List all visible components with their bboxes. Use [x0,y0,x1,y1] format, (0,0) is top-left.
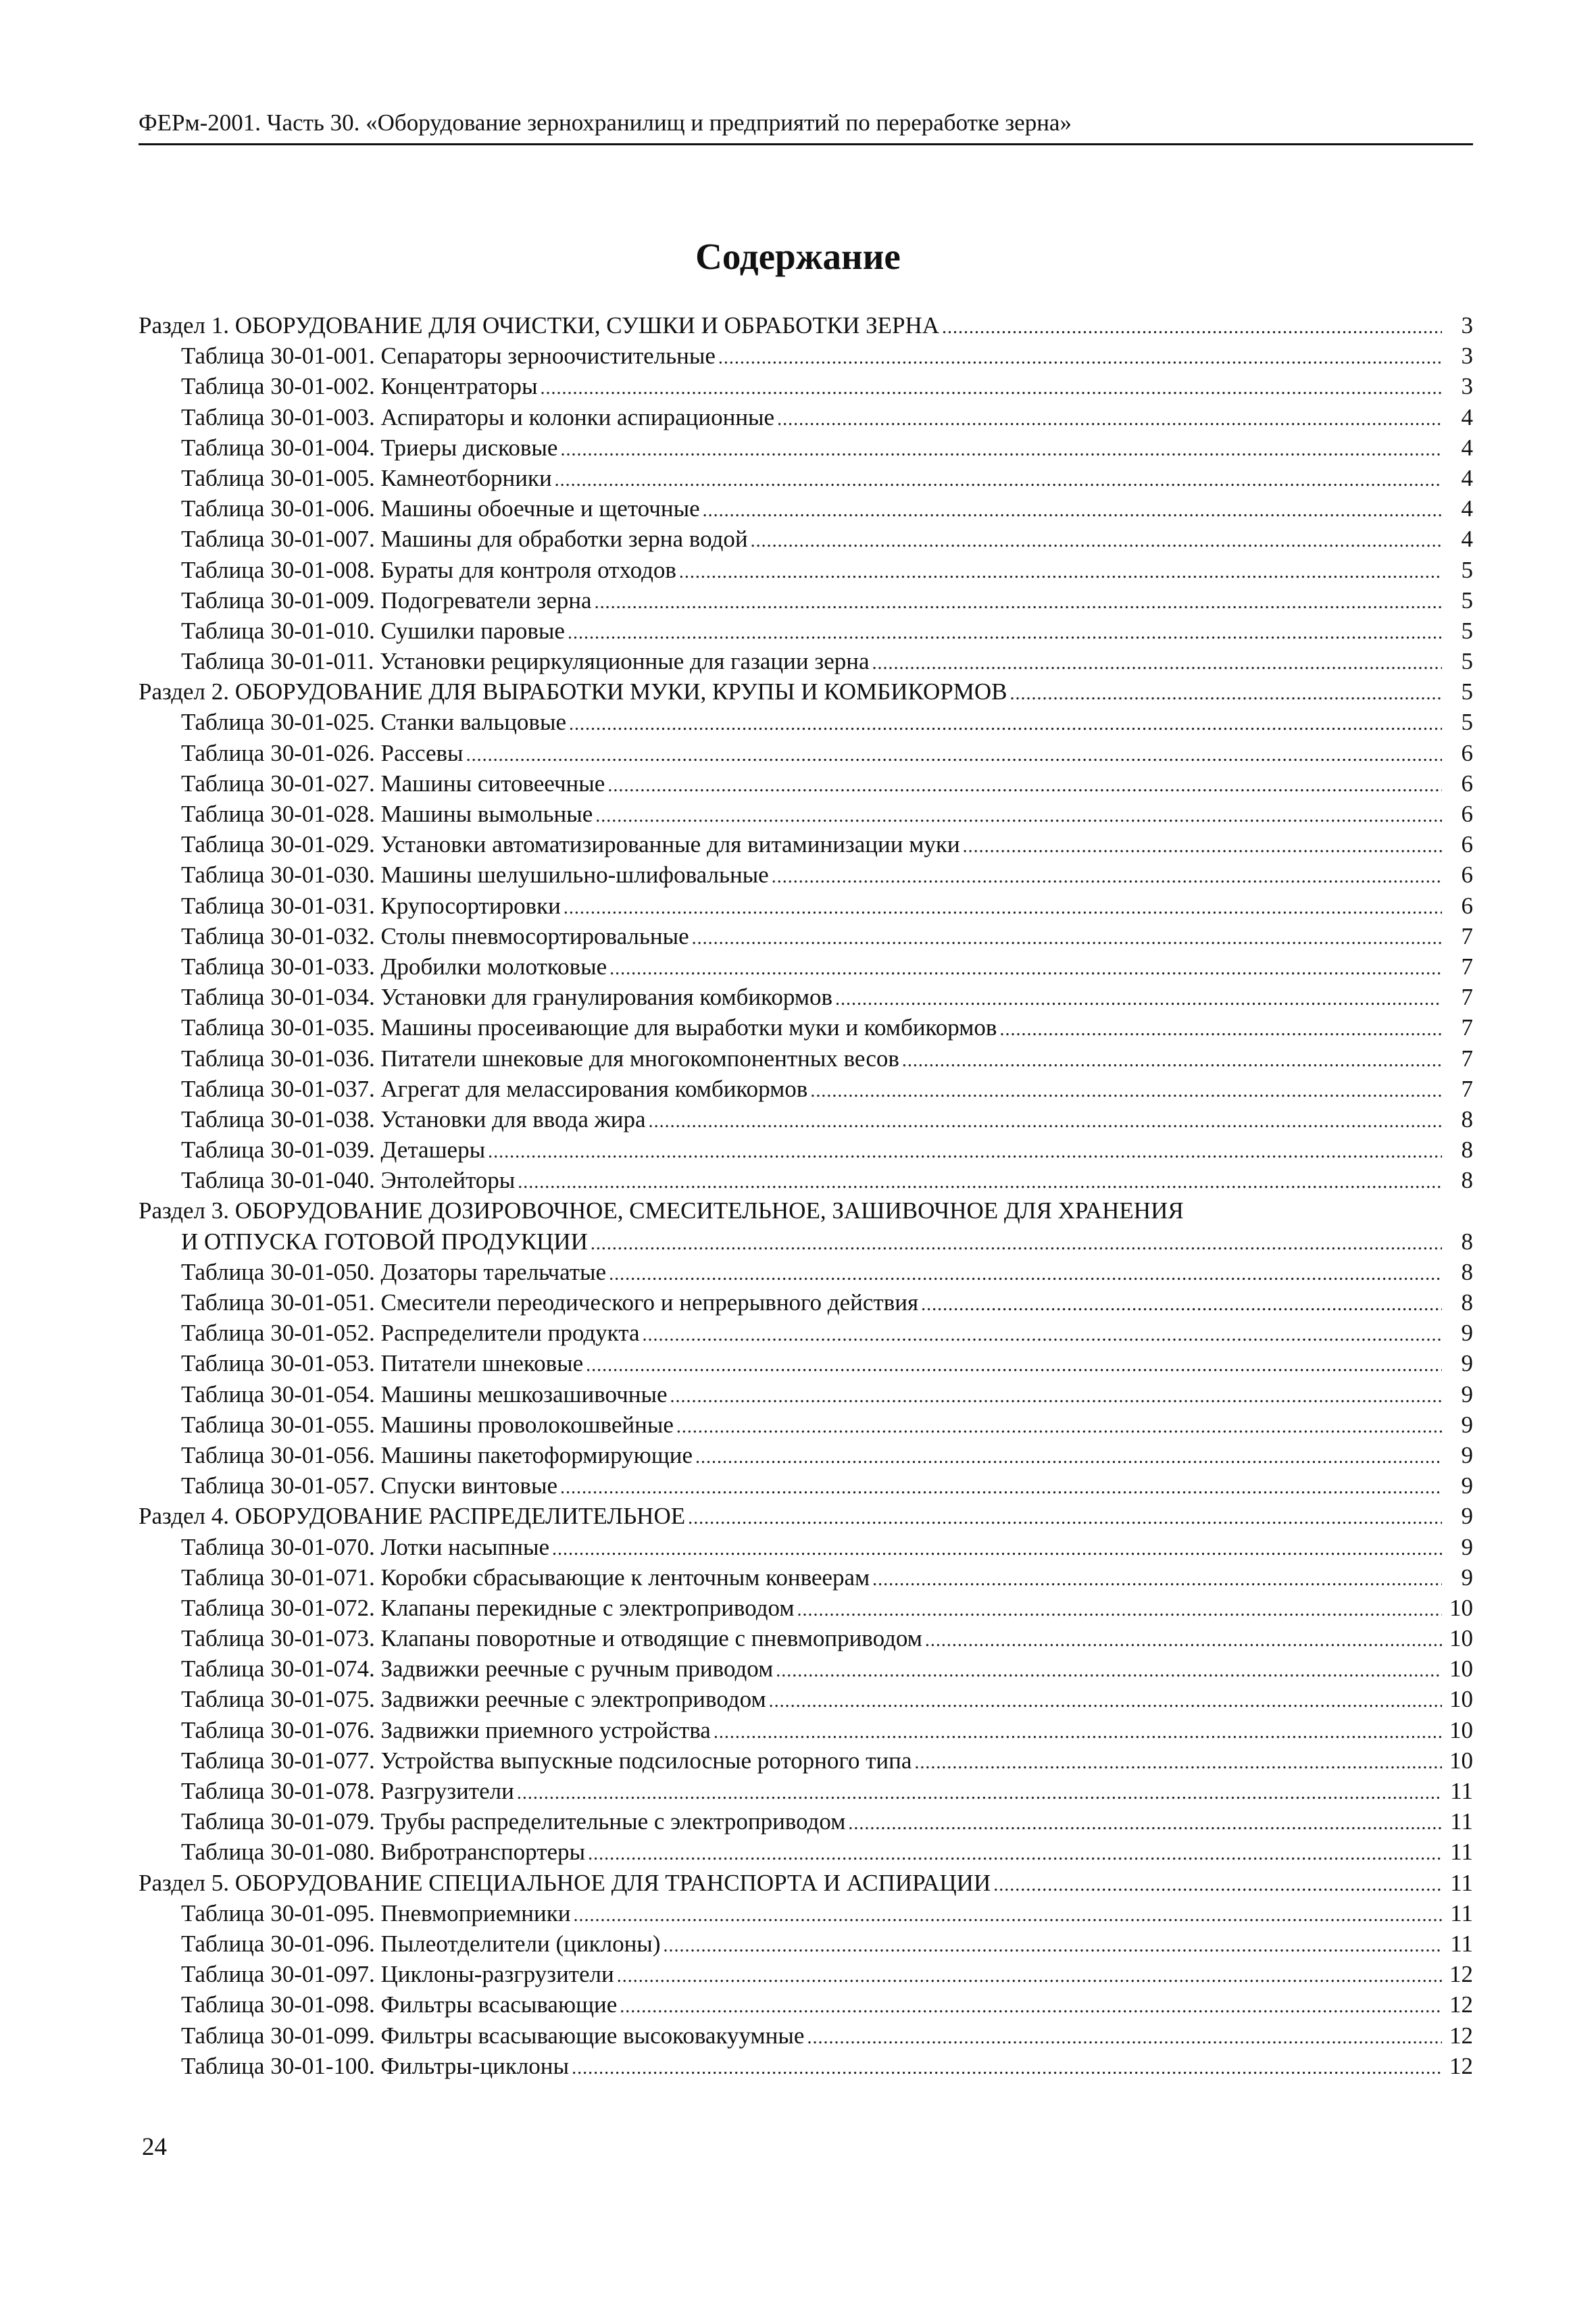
dot-leader [649,1106,1442,1137]
toc-entry-page: 12 [1449,2022,1473,2049]
toc-entry-page: 3 [1461,343,1473,370]
toc-section-entry[interactable] [139,676,1473,707]
dot-leader [688,1503,1442,1533]
toc-entry-page: 4 [1461,495,1473,522]
toc-table-entry[interactable] [139,463,1473,493]
toc-entry-label: Таблица 30-01-006. Машины обоечные и щеточные [181,495,700,522]
toc-entry-label: Таблица 30-01-011. Установки рециркуляционные для газации зерна [181,648,870,675]
toc-entry-page: 10 [1449,1656,1473,1683]
toc-entry-page: 6 [1461,770,1473,797]
toc-entry-label: Таблица 30-01-031. Крупосортировки [181,892,561,919]
toc-table-entry[interactable] [139,1715,1473,1745]
dot-leader [679,557,1442,587]
dot-leader [586,1350,1442,1380]
toc-entry-page: 5 [1461,587,1473,614]
toc-table-entry[interactable] [139,432,1473,463]
toc-entry-label: Таблица 30-01-033. Дробилки молотковые [181,953,607,980]
dot-leader [541,373,1442,403]
toc-table-entry[interactable] [139,402,1473,432]
toc-entry-page: 8 [1461,1289,1473,1316]
toc-entry-label: Таблица 30-01-057. Спуски винтовые [181,1472,557,1499]
toc-table-entry[interactable] [139,1562,1473,1593]
dot-leader [914,1747,1442,1778]
toc-table-entry[interactable] [139,1165,1473,1195]
toc-entry-label: Таблица 30-01-032. Столы пневмосортировальные [181,922,689,949]
toc-entry-page: 9 [1461,1503,1473,1530]
toc-table-entry[interactable] [139,1318,1473,1348]
toc-entry-page: 11 [1450,1778,1473,1804]
dot-leader [848,1808,1442,1839]
toc-entry-label: Таблица 30-01-002. Концентраторы [181,373,538,400]
toc-entry-page: 8 [1461,1228,1473,1255]
toc-table-entry[interactable] [139,1410,1473,1440]
toc-entry-label: Раздел 2. ОБОРУДОВАНИЕ ДЛЯ ВЫРАБОТКИ МУКИ, КРУПЫ И КОМБИКОРМОВ [139,678,1007,705]
header-divider [139,143,1473,145]
toc-table-entry[interactable] [139,1287,1473,1318]
dot-leader [642,1320,1442,1350]
toc-table-entry[interactable] [139,371,1473,401]
toc-table-entry[interactable] [139,1074,1473,1104]
toc-entry-label: Раздел 5. ОБОРУДОВАНИЕ СПЕЦИАЛЬНОЕ ДЛЯ ТРАНСПОРТА И АСПИРАЦИИ [139,1869,991,1896]
toc-entry-label: Таблица 30-01-055. Машины проволокошвейные [181,1411,674,1438]
dot-leader [676,1412,1442,1442]
dot-leader [714,1717,1442,1747]
toc-entry-label: Таблица 30-01-026. Рассевы [181,739,464,766]
toc-table-entry[interactable] [139,951,1473,982]
dot-leader [703,495,1442,526]
dot-leader [751,526,1442,556]
toc-entry-page: 5 [1461,678,1473,705]
dot-leader [692,923,1442,953]
toc-entry-page: 9 [1461,1350,1473,1377]
dot-leader [776,1656,1442,1686]
toc-entry-label: И ОТПУСКА ГОТОВОЙ ПРОДУКЦИИ [181,1228,588,1255]
toc-entry-label: Таблица 30-01-008. Бураты для контроля отходов [181,556,676,583]
toc-table-entry[interactable] [139,1470,1473,1501]
toc-entry-page: 10 [1449,1747,1473,1774]
toc-entry-page: 11 [1450,1808,1473,1835]
toc-entry-label: Таблица 30-01-039. Деташеры [181,1137,486,1164]
toc-table-entry[interactable] [139,1257,1473,1287]
toc-entry-label: Таблица 30-01-075. Задвижки реечные с электроприводом [181,1686,766,1713]
toc-entry-page: 10 [1449,1625,1473,1652]
toc-table-entry[interactable] [139,1012,1473,1043]
dot-leader [560,1472,1442,1503]
dot-leader [609,953,1442,984]
page-number: 24 [142,2133,167,2161]
toc-entry-label: Таблица 30-01-098. Фильтры всасывающие [181,1991,618,2018]
toc-table-entry[interactable] [139,921,1473,951]
toc-entry-label: Таблица 30-01-054. Машины мешкозашивочные [181,1380,668,1408]
toc-entry-page: 7 [1461,1045,1473,1072]
toc-table-entry[interactable] [139,1684,1473,1714]
running-header: ФЕРм-2001. Часть 30. «Оборудование зернохранилищ и предприятий по переработке зерна» [139,109,1072,136]
toc-entry-label: Таблица 30-01-027. Машины ситовеечные [181,770,605,797]
toc-table-entry[interactable] [139,1532,1473,1562]
toc-table-entry[interactable] [139,1806,1473,1837]
toc-table-entry[interactable] [139,585,1473,616]
toc-entry-label: Таблица 30-01-029. Установки автоматизированные для витаминизации муки [181,831,960,858]
toc-entry-label: Таблица 30-01-050. Дозаторы тарельчатые [181,1258,607,1285]
toc-entry-page: 8 [1461,1167,1473,1194]
dot-leader [466,740,1442,770]
dot-leader [573,1900,1442,1931]
toc-entry-page: 6 [1461,862,1473,889]
toc-entry-label: Раздел 1. ОБОРУДОВАНИЕ ДЛЯ ОЧИСТКИ, СУШКИ И ОБРАБОТКИ ЗЕРНА [139,312,940,339]
dot-leader [564,893,1442,923]
toc-entry-label: Таблица 30-01-004. Триеры дисковые [181,434,558,461]
toc-entry-label: Раздел 3. ОБОРУДОВАНИЕ ДОЗИРОВОЧНОЕ, СМЕСИТЕЛЬНОЕ, ЗАШИВОЧНОЕ ДЛЯ ХРАНЕНИЯ [139,1197,1184,1224]
dot-leader [663,1931,1442,1961]
toc-entry-page: 9 [1461,1320,1473,1347]
toc-entry-page: 4 [1461,526,1473,553]
dot-leader [588,1839,1442,1869]
toc-entry-page: 8 [1461,1258,1473,1285]
toc-entry-label: Таблица 30-01-079. Трубы распределительные с электроприводом [181,1808,846,1835]
toc-table-entry[interactable] [139,341,1473,371]
toc-entry-label: Таблица 30-01-095. Пневмоприемники [181,1899,571,1926]
toc-entry-label: Таблица 30-01-028. Машины вымольные [181,801,593,827]
dot-leader [925,1625,1442,1656]
dot-leader [797,1595,1443,1625]
toc-entry-label: Таблица 30-01-096. Пылеотделители (циклоны) [181,1930,661,1957]
toc-entry-label: Таблица 30-01-030. Машины шелушильно-шлифовальные [181,862,769,889]
toc-table-entry[interactable] [139,1837,1473,1867]
toc-table-entry[interactable] [139,1226,1473,1257]
toc-table-entry[interactable] [139,768,1473,799]
toc-table-entry[interactable] [139,1776,1473,1806]
toc-entry-page: 10 [1449,1716,1473,1743]
toc-entry-page: 5 [1461,617,1473,644]
toc-entry-page: 9 [1461,1472,1473,1499]
toc-entry-label: Таблица 30-01-072. Клапаны перекидные с электроприводом [181,1594,795,1621]
toc-table-entry[interactable] [139,891,1473,921]
toc-entry-page: 12 [1449,2052,1473,2079]
toc-entry-label: Таблица 30-01-034. Установки для гранулирования комбикормов [181,984,833,1011]
dot-leader [552,1534,1442,1564]
toc-table-entry[interactable] [139,799,1473,829]
toc-entry-label: Таблица 30-01-073. Клапаны поворотные и отводящие с пневмоприводом [181,1625,922,1652]
toc-table-entry[interactable] [139,1959,1473,1989]
toc-table-entry[interactable] [139,1898,1473,1928]
toc-entry-label: Таблица 30-01-051. Смесители переодического и непрерывного действия [181,1289,919,1316]
toc-table-entry[interactable] [139,493,1473,524]
toc-section-entry[interactable] [139,1195,1473,1226]
toc-entry-label: Таблица 30-01-056. Машины пакетоформирующие [181,1441,693,1468]
toc-table-entry[interactable] [139,524,1473,554]
toc-entry-page: 8 [1461,1137,1473,1164]
toc-entry-page: 5 [1461,556,1473,583]
toc-entry-page: 5 [1461,709,1473,736]
dot-leader [617,1961,1442,1991]
toc-table-entry[interactable] [139,555,1473,585]
toc-table-entry[interactable] [139,707,1473,737]
toc-entry-label: Таблица 30-01-040. Энтолейторы [181,1167,516,1194]
toc-entry-label: Таблица 30-01-025. Станки вальцовые [181,709,566,736]
dot-leader [568,618,1442,648]
dot-leader [572,2053,1442,2083]
toc-entry-label: Таблица 30-01-070. Лотки насыпные [181,1533,550,1560]
dot-leader [921,1289,1442,1320]
dot-leader [1009,678,1442,709]
dot-leader [807,2022,1442,2053]
toc-table-entry[interactable] [139,1653,1473,1684]
toc-entry-page: 6 [1461,892,1473,919]
toc-table-entry[interactable] [139,1043,1473,1074]
toc-entry-page: 7 [1461,1014,1473,1041]
dot-leader [609,1259,1442,1289]
dot-leader [963,831,1442,862]
toc-entry-page: 11 [1450,1899,1473,1926]
toc-entry-page: 9 [1461,1564,1473,1591]
toc-entry-label: Таблица 30-01-035. Машины просеивающие для выработки муки и комбикормов [181,1014,997,1041]
toc-entry-page: 12 [1449,1991,1473,2018]
toc-entry-page: 10 [1449,1686,1473,1713]
dot-leader [835,984,1442,1014]
dot-leader [591,1228,1442,1259]
toc-section-entry[interactable] [139,310,1473,341]
toc-table-entry[interactable] [139,1745,1473,1776]
toc-entry-label: Таблица 30-01-076. Задвижки приемного устройства [181,1716,711,1743]
toc-entry-page: 5 [1461,648,1473,675]
toc-entry-page: 10 [1449,1594,1473,1621]
toc-table-entry[interactable] [139,738,1473,768]
toc-entry-page: 7 [1461,1075,1473,1102]
toc-entry-label: Таблица 30-01-001. Сепараторы зерноочистительные [181,343,716,370]
toc-entry-page: 8 [1461,1105,1473,1132]
toc-entry-page: 12 [1449,1961,1473,1988]
toc-entry-label: Таблица 30-01-074. Задвижки реечные с ручным приводом [181,1656,774,1683]
toc-entry-page: 3 [1461,373,1473,400]
toc-entry-page: 6 [1461,831,1473,858]
toc-entry-page: 9 [1461,1380,1473,1408]
toc-entry-label: Таблица 30-01-052. Распределители продукта [181,1320,640,1347]
toc-table-entry[interactable] [139,1593,1473,1623]
dot-leader [718,343,1442,373]
dot-leader [518,1167,1442,1197]
table-of-contents [139,310,1473,2081]
toc-table-entry[interactable] [139,1623,1473,1653]
dot-leader [999,1014,1442,1045]
toc-entry-label: Таблица 30-01-080. Вибротранспортеры [181,1839,586,1866]
toc-entry-page: 9 [1461,1533,1473,1560]
toc-table-entry[interactable] [139,2020,1473,2051]
toc-entry-label: Таблица 30-01-037. Агрегат для мелассирования комбикормов [181,1075,808,1102]
toc-entry-page: 7 [1461,922,1473,949]
dot-leader [488,1137,1442,1167]
toc-table-entry[interactable] [139,829,1473,860]
dot-leader [670,1381,1443,1412]
toc-table-entry[interactable] [139,1379,1473,1410]
toc-entry-label: Таблица 30-01-053. Питатели шнековые [181,1350,584,1377]
toc-table-entry[interactable] [139,1135,1473,1165]
toc-entry-label: Таблица 30-01-097. Циклоны-разгрузители [181,1961,614,1988]
dot-leader [772,862,1442,892]
dot-leader [695,1442,1442,1472]
toc-entry-label: Таблица 30-01-100. Фильтры-циклоны [181,2052,570,2079]
dot-leader [555,465,1442,495]
toc-table-entry[interactable] [139,646,1473,676]
dot-leader [872,1564,1442,1595]
dot-leader [620,1991,1442,2022]
toc-table-entry[interactable] [139,1440,1473,1470]
toc-table-entry[interactable] [139,1989,1473,2020]
toc-entry-page: 9 [1461,1441,1473,1468]
toc-section-entry[interactable] [139,1868,1473,1898]
toc-table-entry[interactable] [139,860,1473,890]
toc-entry-label: Таблица 30-01-036. Питатели шнековые для многокомпонентных весов [181,1045,899,1072]
toc-table-entry[interactable] [139,2051,1473,2081]
toc-entry-label: Таблица 30-01-071. Коробки сбрасывающие к ленточным конвеерам [181,1564,870,1591]
toc-entry-page: 3 [1461,312,1473,339]
toc-entry-label: Таблица 30-01-003. Аспираторы и колонки аспирационные [181,403,775,430]
dot-leader [569,709,1442,739]
dot-leader [810,1076,1442,1106]
page-title: Содержание [695,236,901,277]
toc-entry-label: Таблица 30-01-078. Разгрузители [181,1778,514,1804]
dot-leader [769,1686,1442,1716]
toc-entry-label: Таблица 30-01-009. Подогреватели зерна [181,587,592,614]
dot-leader [902,1045,1442,1076]
dot-leader [942,312,1442,343]
dot-leader [517,1778,1442,1808]
toc-entry-page: 11 [1450,1930,1473,1957]
dot-leader [595,801,1442,831]
toc-entry-page: 11 [1450,1839,1473,1866]
dot-leader [607,770,1442,801]
toc-table-entry[interactable] [139,1928,1473,1959]
dot-leader [872,648,1442,678]
toc-entry-page: 7 [1461,953,1473,980]
toc-entry-label: Таблица 30-01-007. Машины для обработки зерна водой [181,526,748,553]
toc-entry-label: Таблица 30-01-077. Устройства выпускные подсилосные роторного типа [181,1747,912,1774]
dot-leader [595,587,1442,618]
toc-entry-page: 4 [1461,403,1473,430]
toc-entry-page: 11 [1450,1869,1473,1896]
toc-entry-page: 6 [1461,801,1473,827]
toc-entry-label: Раздел 4. ОБОРУДОВАНИЕ РАСПРЕДЕЛИТЕЛЬНОЕ [139,1503,686,1530]
toc-entry-page: 4 [1461,464,1473,491]
dot-leader [560,434,1442,465]
toc-section-entry[interactable] [139,1501,1473,1531]
toc-table-entry[interactable] [139,616,1473,646]
toc-entry-page: 6 [1461,739,1473,766]
toc-entry-page: 7 [1461,984,1473,1011]
toc-entry-label: Таблица 30-01-038. Установки для ввода жира [181,1105,646,1132]
toc-entry-page: 9 [1461,1411,1473,1438]
dot-leader [993,1870,1442,1900]
toc-table-entry[interactable] [139,1104,1473,1135]
toc-table-entry[interactable] [139,1348,1473,1378]
toc-table-entry[interactable] [139,982,1473,1012]
toc-entry-label: Таблица 30-01-005. Камнеотборники [181,464,552,491]
toc-entry-label: Таблица 30-01-010. Сушилки паровые [181,617,565,644]
toc-entry-label: Таблица 30-01-099. Фильтры всасывающие высоковакуумные [181,2022,805,2049]
dot-leader [777,404,1442,434]
toc-entry-page: 4 [1461,434,1473,461]
